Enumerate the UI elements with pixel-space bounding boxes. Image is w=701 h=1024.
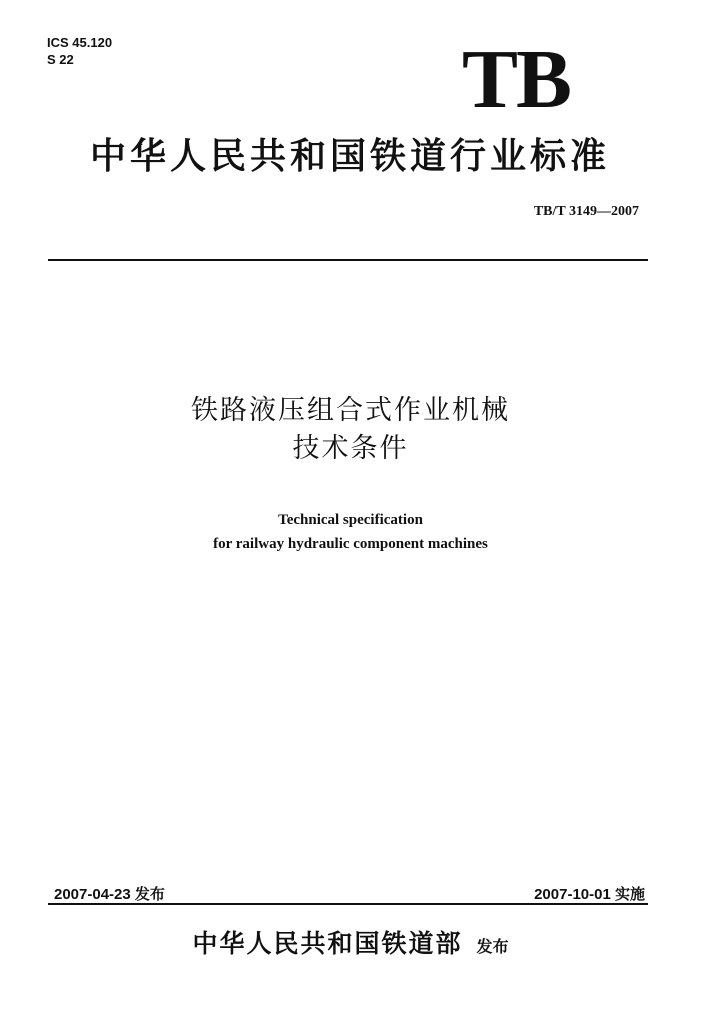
title-cn-line-1: 铁路液压组合式作业机械 [191,395,510,426]
standard-category-title: 中华人民共和国铁道行业标准 [89,135,610,177]
standard-number: TB/T 3149—2007 [533,204,639,219]
bottom-divider [48,903,648,905]
ccs-code: S 22 [47,52,74,67]
document-title-en [0,508,701,556]
title-en-line-1: Technical specification [278,512,423,528]
top-divider [48,259,648,261]
tb-logo: TB [462,33,571,126]
title-cn-line-2: 技术条件 [292,433,409,464]
publisher-action: 发布 [476,937,509,956]
document-title-cn [0,392,701,468]
implementation-date: 2007-10-01 实施 [534,886,645,903]
publisher [0,924,701,960]
title-en-line-2: for railway hydraulic component machines [213,536,488,552]
issue-date: 2007-04-23 发布 [54,886,165,903]
ics-code: ICS 45.120 [47,35,113,50]
publisher-name: 中华人民共和国铁道部 [192,929,463,958]
classification-codes [47,34,112,68]
